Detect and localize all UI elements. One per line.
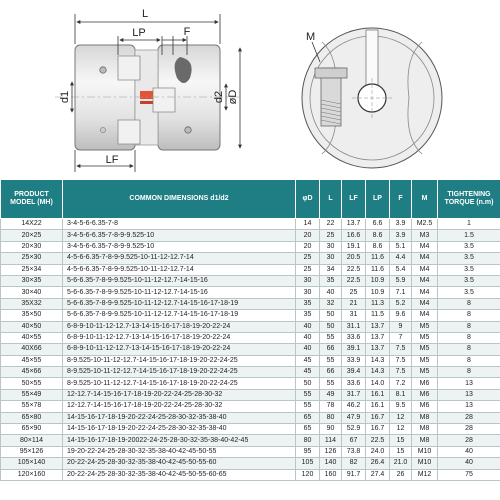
cell-lp: 10.9 <box>366 275 390 286</box>
cell-l: 160 <box>320 469 342 480</box>
cell-l: 66 <box>320 367 342 378</box>
cell-torque: 13 <box>438 401 500 412</box>
cell-lp: 16.1 <box>366 389 390 400</box>
cell-model: 95×126 <box>1 446 63 457</box>
table-row <box>1 367 500 378</box>
cell-lf: 22.5 <box>342 275 366 286</box>
cell-l: 49 <box>320 389 342 400</box>
cell-m: M10 <box>412 458 438 469</box>
cell-dimensions: 8-9.525-10-11-12-12.7-14-15-16-17-18-19-20-22-24-25 <box>63 367 296 378</box>
cell-lf: 31.1 <box>342 321 366 332</box>
cell-lf: 19.1 <box>342 241 366 252</box>
cell-m: M5 <box>412 332 438 343</box>
cell-torque: 3.5 <box>438 241 500 252</box>
cell-model: 55×49 <box>1 389 63 400</box>
cell-lp: 6.6 <box>366 219 390 230</box>
cell-f: 3.9 <box>390 230 412 241</box>
cell-torque: 40 <box>438 446 500 457</box>
cell-m: M4 <box>412 264 438 275</box>
cell-torque: 3.5 <box>438 253 500 264</box>
cell-m: M4 <box>412 287 438 298</box>
cell-torque: 40 <box>438 458 500 469</box>
cell-m: M5 <box>412 321 438 332</box>
cell-phi-d: 20 <box>296 241 320 252</box>
cell-lp: 16.7 <box>366 424 390 435</box>
cell-lp: 11.5 <box>366 310 390 321</box>
cell-phi-d: 40 <box>296 321 320 332</box>
cell-lf: 33.6 <box>342 378 366 389</box>
header-tightening-torque: TIGHTENING TORQUE (n.m) <box>438 180 500 219</box>
cell-model: 35×50 <box>1 310 63 321</box>
cell-torque: 8 <box>438 310 500 321</box>
cell-l: 40 <box>320 287 342 298</box>
cell-l: 35 <box>320 275 342 286</box>
table-body <box>1 219 500 481</box>
cell-dimensions: 3-4-5-6-6.35-7-8-9-9.525-10 <box>63 241 296 252</box>
cell-model: 40×50 <box>1 321 63 332</box>
cell-phi-d: 25 <box>296 253 320 264</box>
cell-lf: 33.9 <box>342 355 366 366</box>
cell-m: M10 <box>412 446 438 457</box>
cell-model: 45×55 <box>1 355 63 366</box>
table-row <box>1 378 500 389</box>
cell-m: M5 <box>412 367 438 378</box>
cell-lp: 14.3 <box>366 367 390 378</box>
cell-f: 9 <box>390 321 412 332</box>
cell-phi-d: 35 <box>296 310 320 321</box>
dim-label-d1: d1 <box>59 90 71 104</box>
cell-m: M5 <box>412 355 438 366</box>
cell-phi-d: 40 <box>296 332 320 343</box>
table-row <box>1 230 500 241</box>
dim-label-d2: d2 <box>213 90 225 104</box>
cell-dimensions: 4-5-6-6.35-7-8-9-9.525-10-11-12-12.7-14 <box>63 253 296 264</box>
cell-dimensions: 5-6-6.35-7-8-9-9.525-10-11-12-12.7-14-15-16 <box>63 275 296 286</box>
cell-m: M6 <box>412 378 438 389</box>
cell-model: 50×55 <box>1 378 63 389</box>
header-common-dimensions: COMMON DIMENSIONS d1/d2 <box>63 180 296 219</box>
cell-lp: 11.3 <box>366 298 390 309</box>
cell-lp: 11.6 <box>366 253 390 264</box>
table-row <box>1 469 500 480</box>
cell-phi-d: 50 <box>296 378 320 389</box>
cell-torque: 13 <box>438 389 500 400</box>
cell-l: 32 <box>320 298 342 309</box>
cell-dimensions: 3-4-5-6-6.35-7-8-9-9.525-10 <box>63 230 296 241</box>
table-row <box>1 332 500 343</box>
cell-l: 55 <box>320 332 342 343</box>
cell-torque: 8 <box>438 298 500 309</box>
table-row <box>1 275 500 286</box>
cell-dimensions: 12-12.7-14-15-16-17-18-19-20-22-24-25-28-30-32 <box>63 401 296 412</box>
cell-l: 90 <box>320 424 342 435</box>
cell-l: 25 <box>320 230 342 241</box>
dim-label-lf: LF <box>105 154 119 166</box>
cell-lf: 20.5 <box>342 253 366 264</box>
table-row <box>1 287 500 298</box>
table-row <box>1 446 500 457</box>
cell-lf: 46.2 <box>342 401 366 412</box>
cell-f: 15 <box>390 446 412 457</box>
cell-m: M5 <box>412 344 438 355</box>
specification-table <box>0 179 500 481</box>
coupling-end-view <box>302 28 442 168</box>
cell-f: 3.9 <box>390 219 412 230</box>
cell-dimensions: 5-6-6.35-7-8-9-9.525-10-11-12-12.7-14-15-16-17-18-19 <box>63 298 296 309</box>
cell-f: 12 <box>390 412 412 423</box>
cell-torque: 8 <box>438 355 500 366</box>
table-header-row <box>1 180 500 219</box>
cell-lp: 16.7 <box>366 412 390 423</box>
cell-torque: 1.5 <box>438 230 500 241</box>
cell-lp: 13.7 <box>366 321 390 332</box>
cell-lp: 14.3 <box>366 355 390 366</box>
cell-m: M12 <box>412 469 438 480</box>
cell-dimensions: 5-6-6.35-7-8-9-9.525-10-11-12-12.7-14-15-16-17-18-19 <box>63 310 296 321</box>
cell-dimensions: 3-4-5-6-6.35-7-8 <box>63 219 296 230</box>
dim-label-m: M <box>306 31 316 43</box>
cell-f: 7.5 <box>390 344 412 355</box>
cell-m: M4 <box>412 241 438 252</box>
cell-m: M8 <box>412 424 438 435</box>
cell-model: 30×40 <box>1 287 63 298</box>
cell-dimensions: 4-5-6-6.35-7-8-9-9.525-10-11-12-12.7-14 <box>63 264 296 275</box>
cell-m: M2.5 <box>412 219 438 230</box>
cell-lp: 27.4 <box>366 469 390 480</box>
cell-lp: 8.6 <box>366 241 390 252</box>
cell-torque: 8 <box>438 321 500 332</box>
cell-lf: 91.7 <box>342 469 366 480</box>
cell-f: 8.1 <box>390 389 412 400</box>
cell-l: 55 <box>320 355 342 366</box>
cell-f: 5.2 <box>390 298 412 309</box>
table-row <box>1 401 500 412</box>
cell-phi-d: 45 <box>296 355 320 366</box>
cell-m: M4 <box>412 298 438 309</box>
table-row <box>1 310 500 321</box>
cell-l: 50 <box>320 321 342 332</box>
coupling-technical-drawing <box>0 0 500 178</box>
cell-lf: 47.9 <box>342 412 366 423</box>
cell-dimensions: 6-8-9-10-11-12-12.7-13-14-15-16-17-18-19-20-22-24 <box>63 332 296 343</box>
cell-f: 5.9 <box>390 275 412 286</box>
cell-phi-d: 25 <box>296 264 320 275</box>
cell-f: 12 <box>390 424 412 435</box>
cell-lp: 13.7 <box>366 332 390 343</box>
cell-f: 9.5 <box>390 401 412 412</box>
cell-l: 80 <box>320 412 342 423</box>
cell-torque: 8 <box>438 367 500 378</box>
cell-l: 66 <box>320 344 342 355</box>
cell-lf: 31 <box>342 310 366 321</box>
cell-l: 78 <box>320 401 342 412</box>
cell-l: 50 <box>320 310 342 321</box>
cell-lf: 16.6 <box>342 230 366 241</box>
cell-dimensions: 20-22-24-25-28-30-32-35-38-40-42-45-50-55-60 <box>63 458 296 469</box>
cell-phi-d: 30 <box>296 287 320 298</box>
cell-lf: 21 <box>342 298 366 309</box>
cell-lf: 39.4 <box>342 367 366 378</box>
dim-label-l: L <box>141 8 149 20</box>
table-row <box>1 424 500 435</box>
cell-lf: 33.6 <box>342 332 366 343</box>
cell-phi-d: 40 <box>296 344 320 355</box>
cell-model: 30×35 <box>1 275 63 286</box>
cell-m: M4 <box>412 275 438 286</box>
cell-torque: 3.5 <box>438 287 500 298</box>
table-row <box>1 412 500 423</box>
cell-m: M8 <box>412 435 438 446</box>
cell-model: 55×78 <box>1 401 63 412</box>
table-row <box>1 298 500 309</box>
cell-model: 40×55 <box>1 332 63 343</box>
cell-lf: 67 <box>342 435 366 446</box>
cell-phi-d: 30 <box>296 275 320 286</box>
cell-dimensions: 6-8-9-10-11-12-12.7-13-14-15-16-17-18-19-20-22-24 <box>63 321 296 332</box>
cell-model: 105×140 <box>1 458 63 469</box>
header-m: M <box>412 180 438 219</box>
cell-lp: 22.5 <box>366 435 390 446</box>
cell-lf: 39.1 <box>342 344 366 355</box>
cell-m: M6 <box>412 401 438 412</box>
table-row <box>1 355 500 366</box>
cell-lf: 25 <box>342 287 366 298</box>
cell-dimensions: 8-9.525-10-11-12-12.7-14-15-16-17-18-19-20-22-24-25 <box>63 378 296 389</box>
cell-m: M6 <box>412 389 438 400</box>
table-row <box>1 219 500 230</box>
cell-m: M3 <box>412 230 438 241</box>
cell-m: M4 <box>412 310 438 321</box>
cell-f: 15 <box>390 435 412 446</box>
cell-phi-d: 105 <box>296 458 320 469</box>
cell-lp: 26.4 <box>366 458 390 469</box>
header-lp: LP <box>366 180 390 219</box>
dim-label-f: F <box>183 26 191 38</box>
cell-torque: 1 <box>438 219 500 230</box>
cell-f: 7.1 <box>390 287 412 298</box>
header-product-model: PRODUCT MODEL (MH) <box>1 180 63 219</box>
table-row <box>1 458 500 469</box>
cell-lf: 82 <box>342 458 366 469</box>
table-row <box>1 253 500 264</box>
cell-model: 65×90 <box>1 424 63 435</box>
cell-f: 7 <box>390 332 412 343</box>
cell-f: 5.4 <box>390 264 412 275</box>
cell-model: 80×114 <box>1 435 63 446</box>
table-row <box>1 241 500 252</box>
table-row <box>1 435 500 446</box>
cell-lf: 31.7 <box>342 389 366 400</box>
cell-lp: 10.9 <box>366 287 390 298</box>
cell-phi-d: 55 <box>296 389 320 400</box>
cell-dimensions: 12-12.7-14-15-16-17-18-19-20-22-24-25-28-30-32 <box>63 389 296 400</box>
cell-dimensions: 20-22-24-25-28-30-32-35-38-40-42-45-50-55-60-65 <box>63 469 296 480</box>
cell-dimensions: 14-15-16-17-18-19-20-22-24-25-28-30-32-35-38-40 <box>63 412 296 423</box>
table-row <box>1 344 500 355</box>
cell-torque: 28 <box>438 435 500 446</box>
cell-phi-d: 14 <box>296 219 320 230</box>
table-row <box>1 321 500 332</box>
cell-phi-d: 65 <box>296 424 320 435</box>
cell-phi-d: 55 <box>296 401 320 412</box>
cell-phi-d: 20 <box>296 230 320 241</box>
cell-dimensions: 14-15-16-17-18-19-20-22-24-25-28-30-32-35-38-40 <box>63 424 296 435</box>
cell-dimensions: 8-9.525-10-11-12-12.7-14-15-16-17-18-19-20-22-24-25 <box>63 355 296 366</box>
dim-label-lp: LP <box>132 27 146 39</box>
table-row <box>1 264 500 275</box>
table-row <box>1 389 500 400</box>
cell-torque: 28 <box>438 424 500 435</box>
header-f: F <box>390 180 412 219</box>
cell-m: M4 <box>412 253 438 264</box>
cell-model: 25×30 <box>1 253 63 264</box>
cell-phi-d: 120 <box>296 469 320 480</box>
cell-torque: 13 <box>438 378 500 389</box>
cell-l: 22 <box>320 219 342 230</box>
cell-torque: 3.5 <box>438 275 500 286</box>
cell-model: 40X66 <box>1 344 63 355</box>
cell-torque: 8 <box>438 344 500 355</box>
header-l: L <box>320 180 342 219</box>
cell-lp: 24.0 <box>366 446 390 457</box>
cell-lp: 8.6 <box>366 230 390 241</box>
cell-lp: 11.6 <box>366 264 390 275</box>
cell-l: 34 <box>320 264 342 275</box>
cell-torque: 28 <box>438 412 500 423</box>
cell-torque: 75 <box>438 469 500 480</box>
cell-f: 7.5 <box>390 367 412 378</box>
cell-l: 114 <box>320 435 342 446</box>
cell-phi-d: 45 <box>296 367 320 378</box>
cell-lp: 16.1 <box>366 401 390 412</box>
cell-model: 20×30 <box>1 241 63 252</box>
cell-model: 25×34 <box>1 264 63 275</box>
cell-lp: 13.7 <box>366 344 390 355</box>
cell-model: 35X32 <box>1 298 63 309</box>
header-phi-d: φD <box>296 180 320 219</box>
cell-model: 45×66 <box>1 367 63 378</box>
header-lf: LF <box>342 180 366 219</box>
cell-dimensions: 19-20-22-24-25-28-30-32-35-38-40-42-45-50-55 <box>63 446 296 457</box>
cell-f: 9.6 <box>390 310 412 321</box>
cell-f: 26 <box>390 469 412 480</box>
dim-label-d: øD <box>227 89 239 105</box>
cell-phi-d: 65 <box>296 412 320 423</box>
cell-model: 120×160 <box>1 469 63 480</box>
cell-lf: 52.9 <box>342 424 366 435</box>
cell-l: 140 <box>320 458 342 469</box>
cell-l: 30 <box>320 253 342 264</box>
cell-phi-d: 35 <box>296 298 320 309</box>
cell-m: M8 <box>412 412 438 423</box>
cell-f: 21.0 <box>390 458 412 469</box>
cell-phi-d: 95 <box>296 446 320 457</box>
cell-dimensions: 6-8-9-10-11-12-12.7-13-14-15-16-17-18-19-20-22-24 <box>63 344 296 355</box>
cell-model: 65×80 <box>1 412 63 423</box>
cell-lf: 73.8 <box>342 446 366 457</box>
cell-phi-d: 80 <box>296 435 320 446</box>
cell-torque: 3.5 <box>438 264 500 275</box>
cell-lf: 13.7 <box>342 219 366 230</box>
cell-l: 30 <box>320 241 342 252</box>
cell-dimensions: 5-6-6.35-7-8-9-9.525-10-11-12-12.7-14-15-16 <box>63 287 296 298</box>
cell-dimensions: 14-15-16-17-18-19-20022-24-25-28-30-32-35-38-40-42-45 <box>63 435 296 446</box>
cell-lf: 22.5 <box>342 264 366 275</box>
cell-f: 7.2 <box>390 378 412 389</box>
cell-lp: 14.0 <box>366 378 390 389</box>
cell-torque: 8 <box>438 332 500 343</box>
cell-model: 20×25 <box>1 230 63 241</box>
cell-f: 4.4 <box>390 253 412 264</box>
cell-l: 126 <box>320 446 342 457</box>
cell-l: 55 <box>320 378 342 389</box>
cell-f: 5.1 <box>390 241 412 252</box>
cell-f: 7.5 <box>390 355 412 366</box>
cell-model: 14X22 <box>1 219 63 230</box>
